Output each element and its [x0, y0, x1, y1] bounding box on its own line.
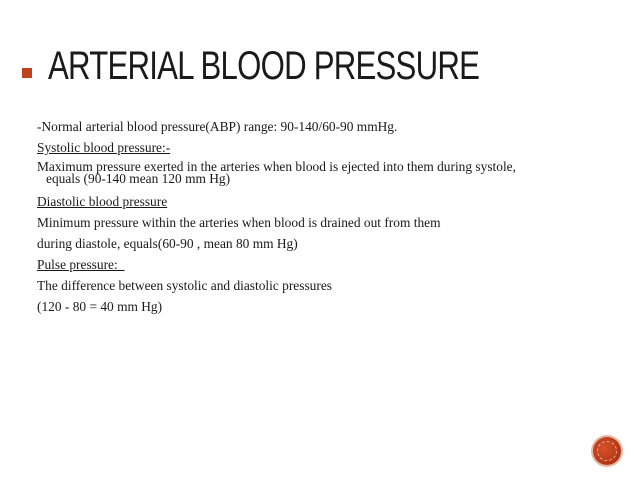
slide-logo-badge — [593, 437, 621, 465]
systolic-definition-line-1: Maximum pressure exerted in the arteries when blood is ejected into them during systole, — [37, 159, 516, 174]
systolic-definition-line-2: equals (90-140 mean 120 mm Hg) — [46, 171, 231, 186]
diastolic-definition-line-1: Minimum pressure within the arteries when blood is drained out from them — [37, 215, 441, 230]
pulse-definition-line-1: The difference between systolic and diastolic pressures — [37, 278, 332, 293]
normal-range-text: -Normal arterial blood pressure(ABP) range: 90-140/60-90 mmHg. — [37, 119, 398, 134]
systolic-heading: Systolic blood pressure:- — [37, 140, 171, 155]
pulse-definition-line-2: (120 - 80 = 40 mm Hg) — [37, 299, 163, 314]
systolic-definition — [37, 161, 597, 185]
slide-body — [37, 119, 597, 320]
slide-title: ARTERIAL BLOOD PRESSURE — [48, 44, 480, 88]
title-bullet — [22, 68, 32, 78]
diastolic-definition-line-2: during diastole, equals(60-90 , mean 80 mm Hg) — [37, 236, 298, 251]
pulse-heading: Pulse pressure:_ — [37, 257, 125, 272]
diastolic-heading: Diastolic blood pressure — [37, 194, 168, 209]
